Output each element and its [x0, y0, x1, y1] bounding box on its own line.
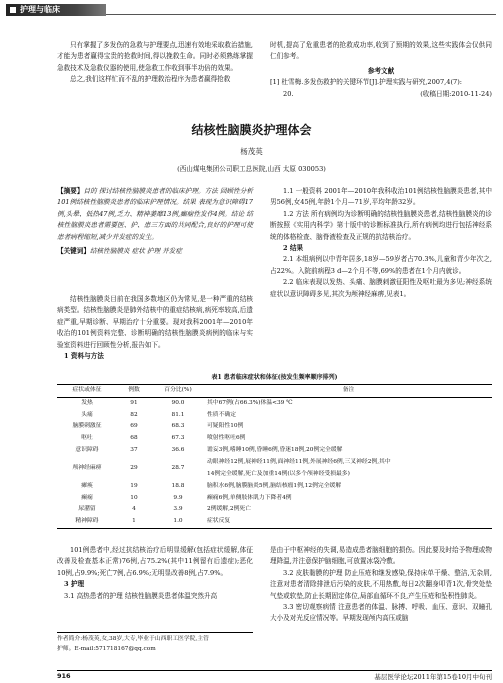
table-cell: 28.7 — [171, 464, 185, 471]
table-cell: 颅神经麻痹 — [72, 464, 102, 471]
para-3-1: 3.1 高热患者的护理 结核性脑膜炎患者体温突然升高 — [64, 591, 218, 600]
table-row — [57, 481, 492, 493]
table-cell: 91 — [130, 399, 138, 406]
table-cell: 头痛 — [81, 411, 93, 418]
article-affiliation: (西山煤电集团公司职工总医院,山西 太原 030053) — [177, 165, 326, 173]
table-cell: 1 — [117, 516, 151, 528]
table-row — [57, 410, 492, 422]
keywords — [57, 246, 253, 257]
table-cell: 37 — [130, 446, 138, 453]
abstract-label: 【摘要】 — [57, 187, 84, 195]
table-cell: 3.9 — [173, 506, 183, 513]
table-cell: 29 — [130, 464, 138, 471]
right-column — [270, 186, 492, 300]
top-left-para: 只有掌握了多发伤的急救与护理要点,迅速有效地采取救治措施,才能为患者赢得宝贵的抢救时间,得以挽救生命。同时必须熟练掌握急救技术及急救仪器的使用,使急救工作收到事半功倍的效果。 — [57, 41, 253, 72]
footer-rule — [57, 670, 492, 671]
table-cell: 90.0 — [171, 399, 185, 406]
top-left-para2: 总之,我们这样忙而不乱的护理救治程序为患者赢得抢救 — [70, 75, 231, 84]
section-label: 护理与临床 — [20, 5, 60, 14]
table-cell: 10 — [130, 494, 138, 501]
table-cell: 谵妄3例,嗜睡10例,昏睡6例,昏迷18例,20例完全缓解 — [207, 446, 343, 453]
para-1-2: 1.2 方法 所有病例均为诊断明确的结核性脑膜炎患者,结核性脑膜炎的诊断按照《实用内科学》第十版中的诊断标准执行,所有病例均进行包括神经系统的体格检查、脑脊液检查及正规的抗结核治疗。 — [270, 209, 492, 241]
keywords-label: 【关键词】 — [57, 247, 90, 256]
table-header-cell: 百分比(%) — [151, 385, 205, 398]
footnote-line-2: 护师。E-mail:571718167@qq.com — [57, 646, 156, 652]
table-cell: 性质不确定 — [207, 411, 236, 418]
table-cell: 82 — [130, 411, 138, 418]
table-header-row — [57, 385, 492, 398]
top-right-column — [270, 40, 492, 100]
table-row — [57, 493, 492, 505]
intro-text: 结核性脑膜炎目前在我国多数地区仍为常见,是一种严重的结核病类型。结核性脑膜炎是肺外结核中的重症结核病,病死率较高,后遗症严重,早期诊断、早期治疗十分重要。现对我科2001年—2010年收治的101例资料完整、诊断明确的结核性脑膜炎病例的临床与实验室资料进行回顾性分析,报告如下。 — [57, 295, 253, 349]
received-date: (收稿日期:2010-11-24) — [420, 89, 492, 98]
table-cell: 喷射性呕吐6例 — [207, 435, 246, 442]
table-cell: 4 — [132, 506, 136, 513]
article-title: 结核性脑膜炎护理体会 — [191, 123, 312, 137]
para-3-2: 3.2 皮肤黏膜的护理 防止压疮和继发感染,保持床单干燥、整洁,无杂屑,注意对患者清除排泄后污染的皮肤,不用热敷,每日2次翻身叩背1次,骨突处垫气垫或软垫,防止长期固定体位,局部血循环不良,产生压疮和坠积性肺炎。 — [270, 568, 492, 600]
reference-1-cont — [270, 89, 492, 100]
table-cell: 意识障碍 — [75, 446, 99, 453]
top-right-para: 时机,提高了危重患者的抢救成功率,收到了预期的效果,这些实践体会仅供同仁们参考。 — [270, 41, 492, 61]
reference-1: [1] 杜雪梅.多发伤救护的关键环节[J].护理实践与研究,2007,4(7): — [270, 78, 463, 87]
footnote — [57, 632, 253, 654]
bottom-left-column — [57, 545, 253, 602]
table-cell: 69 — [130, 423, 138, 430]
references-title: 参考文献 — [367, 66, 395, 75]
table-cell: 瘫痪 — [81, 482, 93, 489]
header-rule — [106, 14, 496, 15]
para-2-1: 2.1 本组病例以中青年居多,18岁—59岁者占70.3%,儿童和青少年次之,占22%。入院前病程3 d—2个月不等,69%的患者在1个月内就诊。 — [270, 255, 492, 275]
reference-1-page: 20. — [283, 89, 294, 98]
article-author: 杨茂英 — [240, 147, 263, 156]
table-cell: 81.1 — [171, 411, 185, 418]
footnote-line-1: 作者简介:杨茂英,女,38岁,大专,毕业于山西职工医学院,主管 — [57, 636, 209, 642]
table-row — [57, 516, 492, 528]
table-cell: 癫痫6例,单侧肢体肌力下降者4例 — [207, 494, 292, 501]
table-cell: 36.6 — [171, 446, 185, 453]
table-caption: 表1 患者临床症状和体征(按发生频率顺序排列) — [211, 374, 338, 381]
table-header-cell: 例数 — [117, 385, 151, 398]
table-cell: 脑膜刺激征 — [72, 423, 102, 430]
table-cell-multiline: 动眼神经12例,展神经11例,面神经11例,外展神经6例,三叉神经2例,其中 14例完全缓解,死亡及加重14例(以多个颅神经受损最多) — [207, 458, 391, 477]
outcome-para: 101例患者中,经过抗结核治疗后明显缓解(包括症状缓解,体征改善及检查基本正常)76例,占75.2%(其中11例留有后遗症);恶化10例,占9.9%;死亡7例,占6.9%;无明显改善8例,占7.9%。 — [57, 546, 253, 577]
table-cell: 1.0 — [151, 516, 205, 528]
table-row — [57, 421, 492, 433]
section-header — [0, 4, 503, 18]
journal-name: 基层医学论坛2011年第15卷10月中旬刊 — [374, 673, 492, 681]
table-cell: 发热 — [81, 399, 93, 406]
table-cell: 可疑阳性10例 — [207, 423, 244, 430]
abstract — [57, 186, 253, 243]
intro-block — [57, 294, 253, 362]
table-cell: 精神障碍 — [57, 516, 117, 528]
para-2-2: 2.2 临床表现以发热、头痛、脑膜刺激征阳性及呕吐最为多见;神经系统症状以意识障碍多见,其次为颅神经麻痹,见表1。 — [270, 278, 492, 298]
table-cell: 呕吐 — [81, 435, 93, 442]
table-row — [57, 504, 492, 516]
table-cell: 19 — [130, 482, 138, 489]
top-left-column — [57, 40, 253, 86]
table-row — [57, 433, 492, 445]
table-cell: 其中67例(占66.3%)体温<39 ℃ — [207, 399, 293, 406]
table-cell: 67.3 — [171, 435, 185, 442]
table-cell: 68.3 — [171, 423, 185, 430]
section-square-icon — [10, 7, 16, 13]
table-row — [57, 457, 492, 481]
section-1-heading: 1 资料与方法 — [64, 352, 104, 361]
abstract-block — [57, 186, 253, 257]
table-cell: 68 — [130, 435, 138, 442]
abstract-text: 目的 探讨结核性脑膜炎患者的临床护理。方法 回顾性分析101例结核性脑膜炎患者的临床护理情况。结果 表现为意识障碍17例,头晕、低热47例,乏力、精神萎靡13例,癫痫性发作4例。结论 结核性脑膜炎患者需要医、护、患三方面的共同配合,良好的护理可使患者病程缩短,减少并发症的发生。 — [57, 187, 253, 241]
table-cell: 癫痫 — [81, 494, 93, 501]
table-cell: 9.9 — [173, 494, 183, 501]
table-cell: 18.8 — [171, 482, 185, 489]
keywords-text: 结核性脑膜炎 症状 护理 并发症 — [89, 247, 182, 256]
section-2-heading: 2 结果 — [283, 244, 304, 253]
table-row — [57, 445, 492, 457]
table-cell: 脑积水6例,脑膜脑炎5例,脑结核瘤1例,12例完全缓解 — [207, 482, 342, 489]
para-3-3: 3.3 密切观察病情 注意患者的体温、脉搏、呼吸、血压、意识、双瞳孔大小及对光反应情况等。早期发现颅内高压或脑 — [270, 603, 492, 623]
table-row — [57, 397, 492, 409]
table-header-cell: 症状或体征 — [57, 385, 117, 398]
table-cell: 尿潴留 — [78, 506, 96, 513]
table-cell: 症状反复 — [205, 516, 492, 528]
bottom-right-column — [270, 545, 492, 625]
symptom-table — [57, 384, 492, 529]
section-3-heading: 3 护理 — [64, 580, 85, 589]
fever-care-para: 是由于中枢神经的失调,易造成患者脑细胞的损伤。因此要及时给予物理或物理降温,并注意保护脑细胞,可放置冰袋冷敷。 — [270, 546, 492, 566]
para-1-1: 1.1 一般资料 2001年—2010年我科收治101例结核性脑膜炎患者,其中男56例,女45例,年龄1个月—71岁,平均年龄32岁。 — [270, 187, 492, 207]
table-cell: 2例缓解,2例死亡 — [207, 506, 252, 513]
page-number: 916 — [57, 672, 71, 680]
table-header-cell: 备注 — [205, 385, 492, 398]
